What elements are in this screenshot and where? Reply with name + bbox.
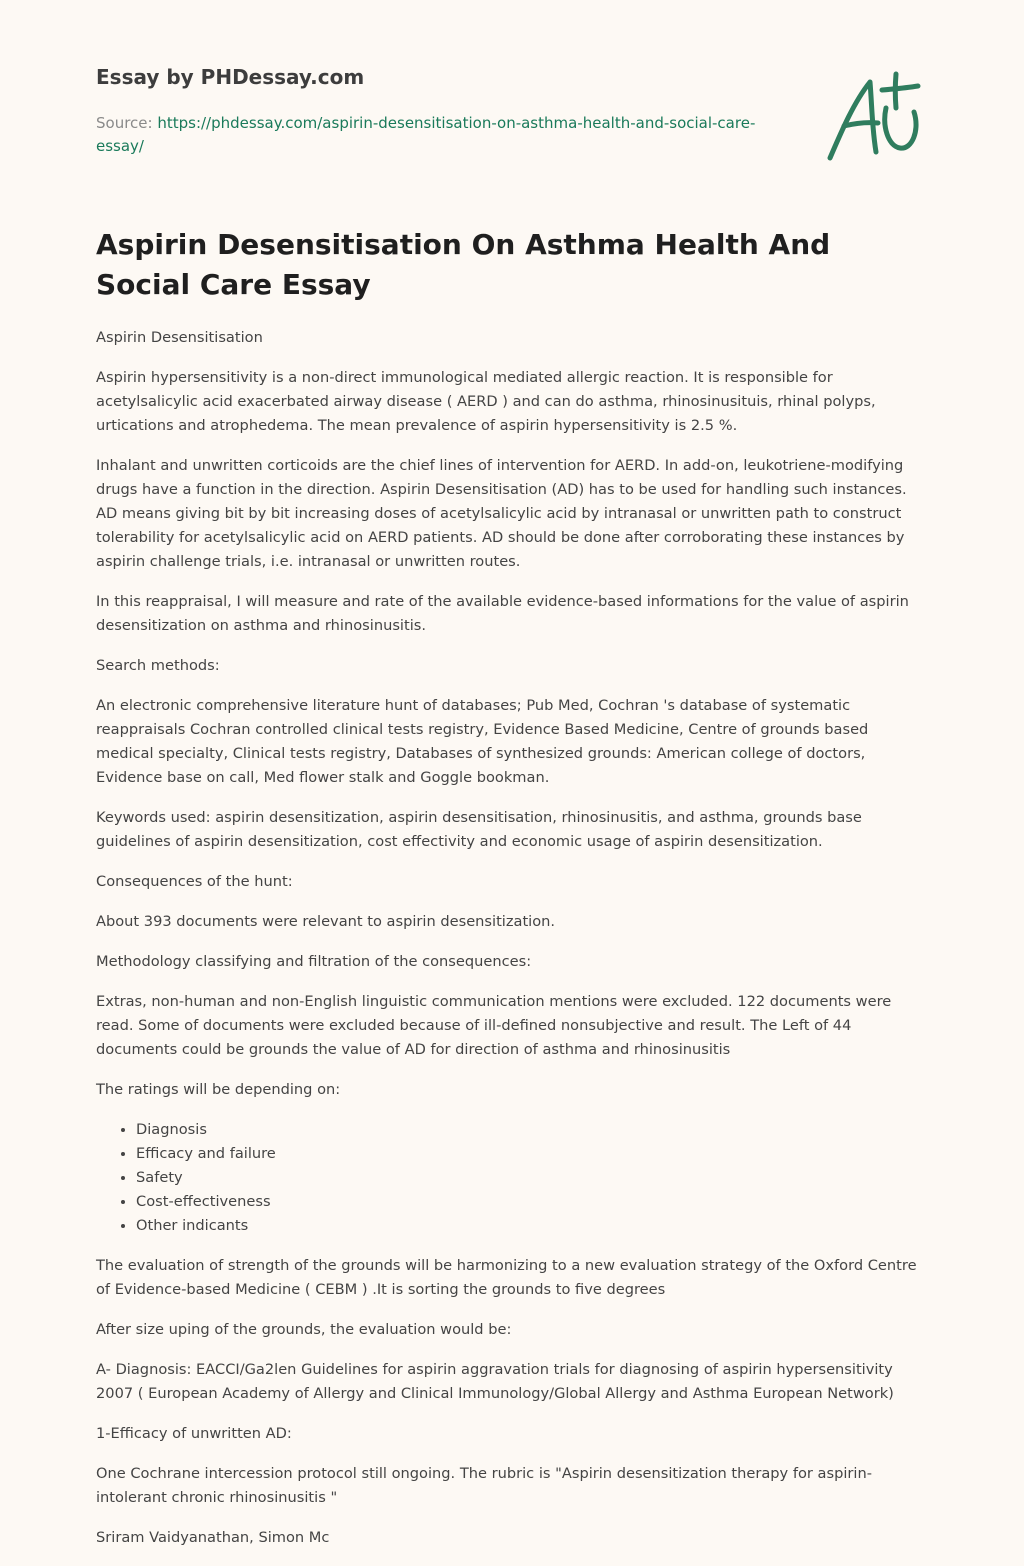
essay-title: Aspirin Desensitisation On Asthma Health And Social Care Essay	[96, 228, 831, 301]
essay-subtitle: Aspirin Desensitisation	[96, 329, 263, 346]
section-heading: 1-Efficacy of unwritten AD:	[96, 1425, 292, 1442]
paragraph: Keywords used: aspirin desensitization, aspirin desensitisation, rhinosinusitis, and asthma, grounds base guidelines of aspirin desensitization, cost effectivity and economic usage of aspirin desensitization.	[96, 809, 862, 850]
section-heading: Search methods:	[96, 657, 220, 674]
paragraph: Aspirin hypersensitivity is a non-direct immunological mediated allergic reaction. It is responsible for acetylsalicylic acid exacerbated airway disease ( AERD ) and can do asthma, rhinosinusituis, rhinal polyps, urtications and atrophedema. The mean prevalence of aspirin hypersensitivity is 2.5 %.	[96, 369, 876, 434]
list-item: • Efficacy and failure	[136, 1142, 926, 1166]
paragraph: A- Diagnosis: EACCI/Ga2len Guidelines for aspirin aggravation trials for diagnosing of aspirin hypersensitivity 2007 ( European Academy of Allergy and Clinical Immunology/Global Allergy and Asthma European Network)	[96, 1361, 894, 1402]
ratings-list	[96, 1118, 926, 1238]
paragraph: An electronic comprehensive literature hunt of databases; Pub Med, Cochran 's database of systematic reappraisals Cochran controlled clinical tests registry, Evidence Based Medicine, Centre of grounds based medical specialty, Clinical tests registry, Databases of synthesized grounds: American college of doctors, Evidence base on call, Med flower stalk and Goggle bookman.	[96, 697, 869, 786]
paragraph: The evaluation of strength of the grounds will be harmonizing to a new evaluation strategy of the Oxford Centre of Evidence-based Medicine ( CEBM ) .It is sorting the grounds to five degrees	[96, 1257, 917, 1298]
paragraph: After size uping of the grounds, the evaluation would be:	[96, 1321, 512, 1338]
paragraph: One Cochrane intercession protocol still ongoing. The rubric is "Aspirin desensitization therapy for aspirin-intolerant chronic rhinosinusitis "	[96, 1465, 872, 1506]
paragraph: About 393 documents were relevant to aspirin desensitization.	[96, 913, 556, 930]
source-link[interactable]: https://phdessay.com/aspirin-desensitisation-on-asthma-health-and-social-care-essay/	[96, 114, 756, 155]
site-brand: Essay by PHDessay.com	[96, 65, 365, 89]
paragraph: In this reappraisal, I will measure and rate of the available evidence-based informations for the value of aspirin desensitization on asthma and rhinosinusitis.	[96, 593, 909, 634]
list-item: • Diagnosis	[136, 1118, 926, 1142]
paragraph: Sriram Vaidyanathan, Simon Mc	[96, 1529, 330, 1546]
paragraph: The ratings will be depending on:	[96, 1081, 341, 1098]
section-heading: Methodology classifying and filtration of the consequences:	[96, 953, 532, 970]
source-label: Source:	[96, 114, 158, 132]
list-item: • Safety	[136, 1166, 926, 1190]
paragraph: Inhalant and unwritten corticoids are the chief lines of intervention for AERD. In add-on, leukotriene-modifying drugs have a function in the direction. Aspirin Desensitisation (AD) has to be used for handling such instances. AD means giving bit by bit increasing doses of acetylsalicylic acid by intranasal or unwritten path to construct tolerability for acetylsalicylic acid on AERD patients. AD should be done after corroborating these instances by aspirin challenge trials, i.e. intranasal or unwritten routes.	[96, 457, 907, 570]
a-plus-logo-icon	[824, 68, 924, 164]
source-line	[96, 112, 776, 158]
list-item: • Cost-effectiveness	[136, 1190, 926, 1214]
essay-body	[96, 326, 926, 1566]
section-heading: Consequences of the hunt:	[96, 873, 293, 890]
list-item: • Other indicants	[136, 1214, 926, 1238]
paragraph: Extras, non-human and non-English linguistic communication mentions were excluded. 122 documents were read. Some of documents were excluded because of ill-defined nonsubjective and result. The Left of 44 documents could be grounds the value of AD for direction of asthma and rhinosinusitis	[96, 993, 892, 1058]
